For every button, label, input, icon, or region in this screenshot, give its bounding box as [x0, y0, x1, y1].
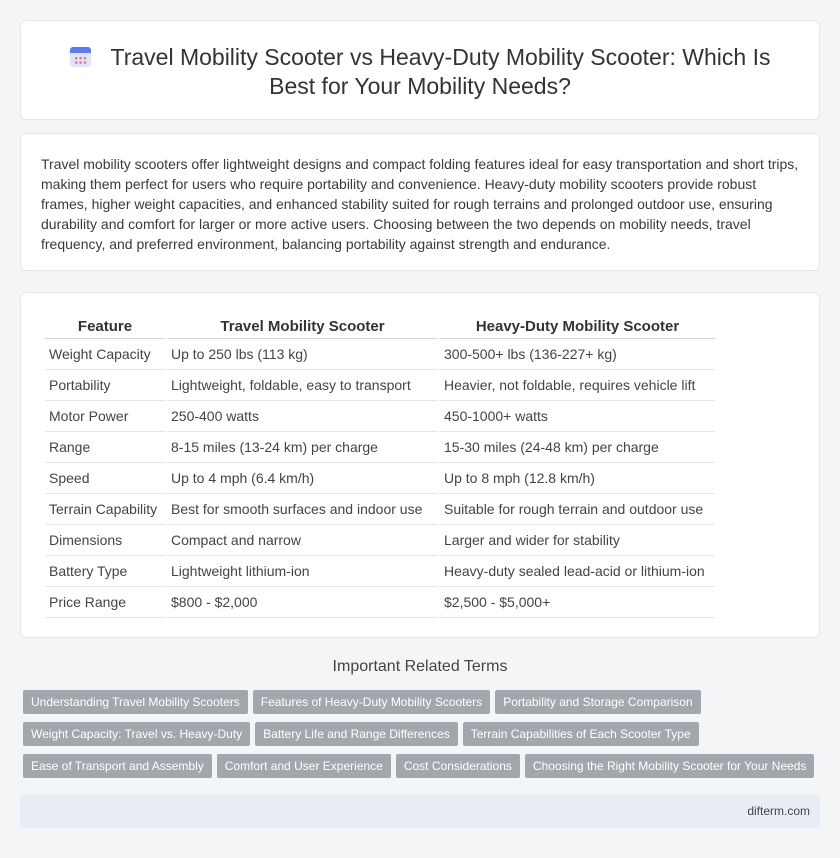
table-header-row — [45, 315, 715, 339]
comparison-table — [43, 315, 717, 618]
intro-card — [20, 133, 820, 271]
header-travel: Travel Mobility Scooter — [167, 315, 438, 339]
travel-cell: 250-400 watts — [167, 401, 438, 432]
table-row — [45, 556, 715, 587]
feature-cell: Battery Type — [45, 556, 165, 587]
heavy-duty-cell: 450-1000+ watts — [440, 401, 715, 432]
travel-cell: Lightweight lithium-ion — [167, 556, 438, 587]
header-feature: Feature — [45, 315, 165, 339]
table-row — [45, 339, 715, 370]
feature-cell: Portability — [45, 370, 165, 401]
footer-site-link[interactable]: difterm.com — [747, 804, 810, 818]
related-term-tag[interactable]: Cost Considerations — [396, 754, 520, 778]
feature-cell: Motor Power — [45, 401, 165, 432]
table-row — [45, 525, 715, 556]
heavy-duty-cell: Up to 8 mph (12.8 km/h) — [440, 463, 715, 494]
heavy-duty-cell: Heavier, not foldable, requires vehicle lift — [440, 370, 715, 401]
related-term-tag[interactable]: Features of Heavy-Duty Mobility Scooters — [253, 690, 490, 714]
heavy-duty-cell: Heavy-duty sealed lead-acid or lithium-ion — [440, 556, 715, 587]
heavy-duty-cell: $2,500 - $5,000+ — [440, 587, 715, 618]
intro-paragraph: Travel mobility scooters offer lightweight designs and compact folding features ideal for easy transportation and short trips, making them perfect for users who require portability and convenience. Heavy-duty mobility scooters provide robust frames, higher weight capacities, and enhanced stability suited for rough terrains and prolonged outdoor use, ensuring durability and comfort for larger or more active users. Choosing between the two depends on mobility needs, travel frequency, and preferred environment, balancing portability against strength and endurance. — [41, 156, 799, 252]
tag-row — [23, 690, 823, 722]
feature-cell: Dimensions — [45, 525, 165, 556]
travel-cell: Compact and narrow — [167, 525, 438, 556]
travel-cell: Lightweight, foldable, easy to transport — [167, 370, 438, 401]
related-term-tag[interactable]: Battery Life and Range Differences — [255, 722, 458, 746]
calendar-icon — [70, 47, 91, 67]
related-term-tag[interactable]: Comfort and User Experience — [217, 754, 391, 778]
travel-cell: Best for smooth surfaces and indoor use — [167, 494, 438, 525]
heavy-duty-cell: 300-500+ lbs (136-227+ kg) — [440, 339, 715, 370]
feature-cell: Speed — [45, 463, 165, 494]
related-term-tag[interactable]: Ease of Transport and Assembly — [23, 754, 212, 778]
feature-cell: Terrain Capability — [45, 494, 165, 525]
related-terms-heading: Important Related Terms — [332, 658, 508, 675]
table-row — [45, 463, 715, 494]
related-term-tag[interactable]: Understanding Travel Mobility Scooters — [23, 690, 248, 714]
table-row — [45, 401, 715, 432]
title-wrap — [61, 43, 779, 101]
related-terms — [23, 690, 823, 786]
tag-row — [23, 754, 823, 786]
table-row — [45, 370, 715, 401]
page-title: Travel Mobility Scooter vs Heavy-Duty Mobility Scooter: Which Is Best for Your Mobility Needs? — [110, 44, 771, 99]
related-term-tag[interactable]: Choosing the Right Mobility Scooter for Your Needs — [525, 754, 815, 778]
related-term-tag[interactable]: Weight Capacity: Travel vs. Heavy-Duty — [23, 722, 250, 746]
heavy-duty-cell: Larger and wider for stability — [440, 525, 715, 556]
heavy-duty-cell: Suitable for rough terrain and outdoor use — [440, 494, 715, 525]
tag-row — [23, 722, 823, 754]
feature-cell: Weight Capacity — [45, 339, 165, 370]
travel-cell: Up to 4 mph (6.4 km/h) — [167, 463, 438, 494]
footer — [20, 795, 820, 828]
header-heavy-duty: Heavy-Duty Mobility Scooter — [440, 315, 715, 339]
title-card — [20, 20, 820, 120]
table-row — [45, 432, 715, 463]
feature-cell: Range — [45, 432, 165, 463]
feature-cell: Price Range — [45, 587, 165, 618]
travel-cell: $800 - $2,000 — [167, 587, 438, 618]
related-term-tag[interactable]: Portability and Storage Comparison — [495, 690, 700, 714]
comparison-card — [20, 292, 820, 638]
travel-cell: Up to 250 lbs (113 kg) — [167, 339, 438, 370]
table-row — [45, 587, 715, 618]
table-row — [45, 494, 715, 525]
heavy-duty-cell: 15-30 miles (24-48 km) per charge — [440, 432, 715, 463]
related-term-tag[interactable]: Terrain Capabilities of Each Scooter Type — [463, 722, 699, 746]
travel-cell: 8-15 miles (13-24 km) per charge — [167, 432, 438, 463]
